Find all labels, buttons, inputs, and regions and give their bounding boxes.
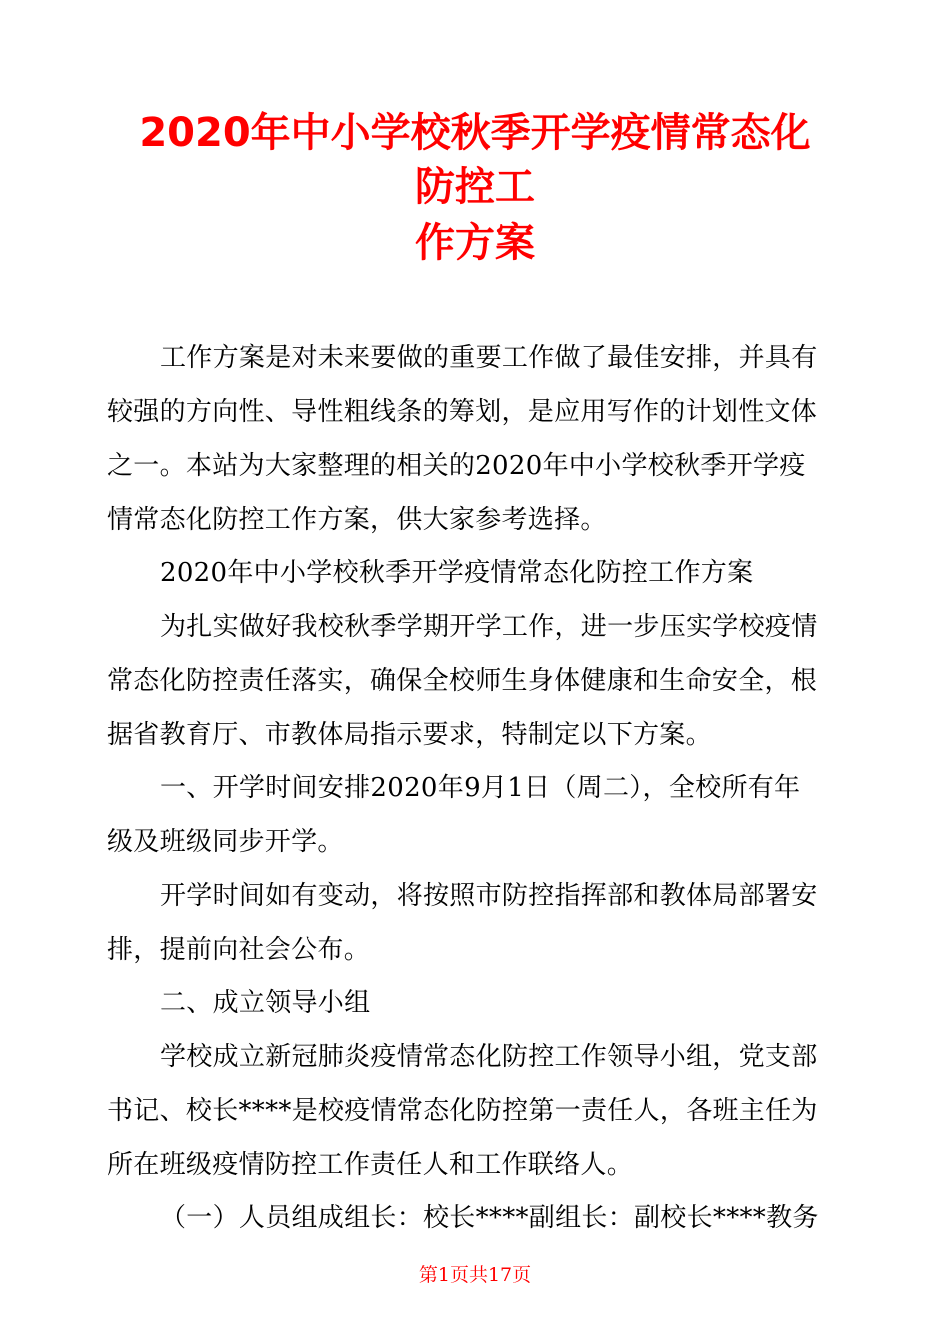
paragraph-leadership-line-1: 学校成立新冠肺炎疫情常态化防控工作领导小组，党支部 <box>160 1042 818 1072</box>
paragraph-intro-line-1: 工作方案是对未来要做的重要工作做了最佳安排，并具有 <box>160 343 818 373</box>
paragraph-intro-line-3: 之一。本站为大家整理的相关的2020年中小学校秋季开学疫 <box>107 451 806 481</box>
paragraph-purpose-line-1: 为扎实做好我校秋季学期开学工作，进一步压实学校疫情 <box>160 612 818 642</box>
paragraph-leadership-line-2: 书记、校长****是校疫情常态化防控第一责任人，各班主任为 <box>107 1096 818 1126</box>
paragraph-schedule-line-2: 级及班级同步开学。 <box>107 827 344 857</box>
paragraph-change-line-2: 排，提前向社会公布。 <box>107 935 371 965</box>
document-title-line-2: 防控工 <box>415 164 535 210</box>
paragraph-purpose-line-2: 常态化防控责任落实，确保全校师生身体健康和生命安全，根 <box>107 666 818 696</box>
section-heading-plan-title: 2020年中小学校秋季开学疫情常态化防控工作方案 <box>160 558 754 588</box>
paragraph-change-line-1: 开学时间如有变动，将按照市防控指挥部和教体局部署安 <box>160 881 818 911</box>
page-number-footer: 第1页共17页 <box>418 1264 532 1286</box>
paragraph-purpose-line-3: 据省教育厅、市教体局指示要求，特制定以下方案。 <box>107 720 712 750</box>
paragraph-schedule-line-1: 一、开学时间安排2020年9月1日（周二），全校所有年 <box>160 773 801 803</box>
document-title-line-3: 作方案 <box>415 220 535 266</box>
document-title-line-1: 2020年中小学校秋季开学疫情常态化 <box>139 110 811 156</box>
paragraph-intro-line-4: 情常态化防控工作方案，供大家参考选择。 <box>107 505 607 535</box>
paragraph-members-line-1: （一）人员组成组长：校长****副组长：副校长****教务 <box>160 1203 819 1233</box>
paragraph-intro-line-2: 较强的方向性、导性粗线条的筹划，是应用写作的计划性文体 <box>107 397 818 427</box>
paragraph-leadership-line-3: 所在班级疫情防控工作责任人和工作联络人。 <box>107 1150 634 1180</box>
section-heading-leadership: 二、成立领导小组 <box>160 988 371 1018</box>
